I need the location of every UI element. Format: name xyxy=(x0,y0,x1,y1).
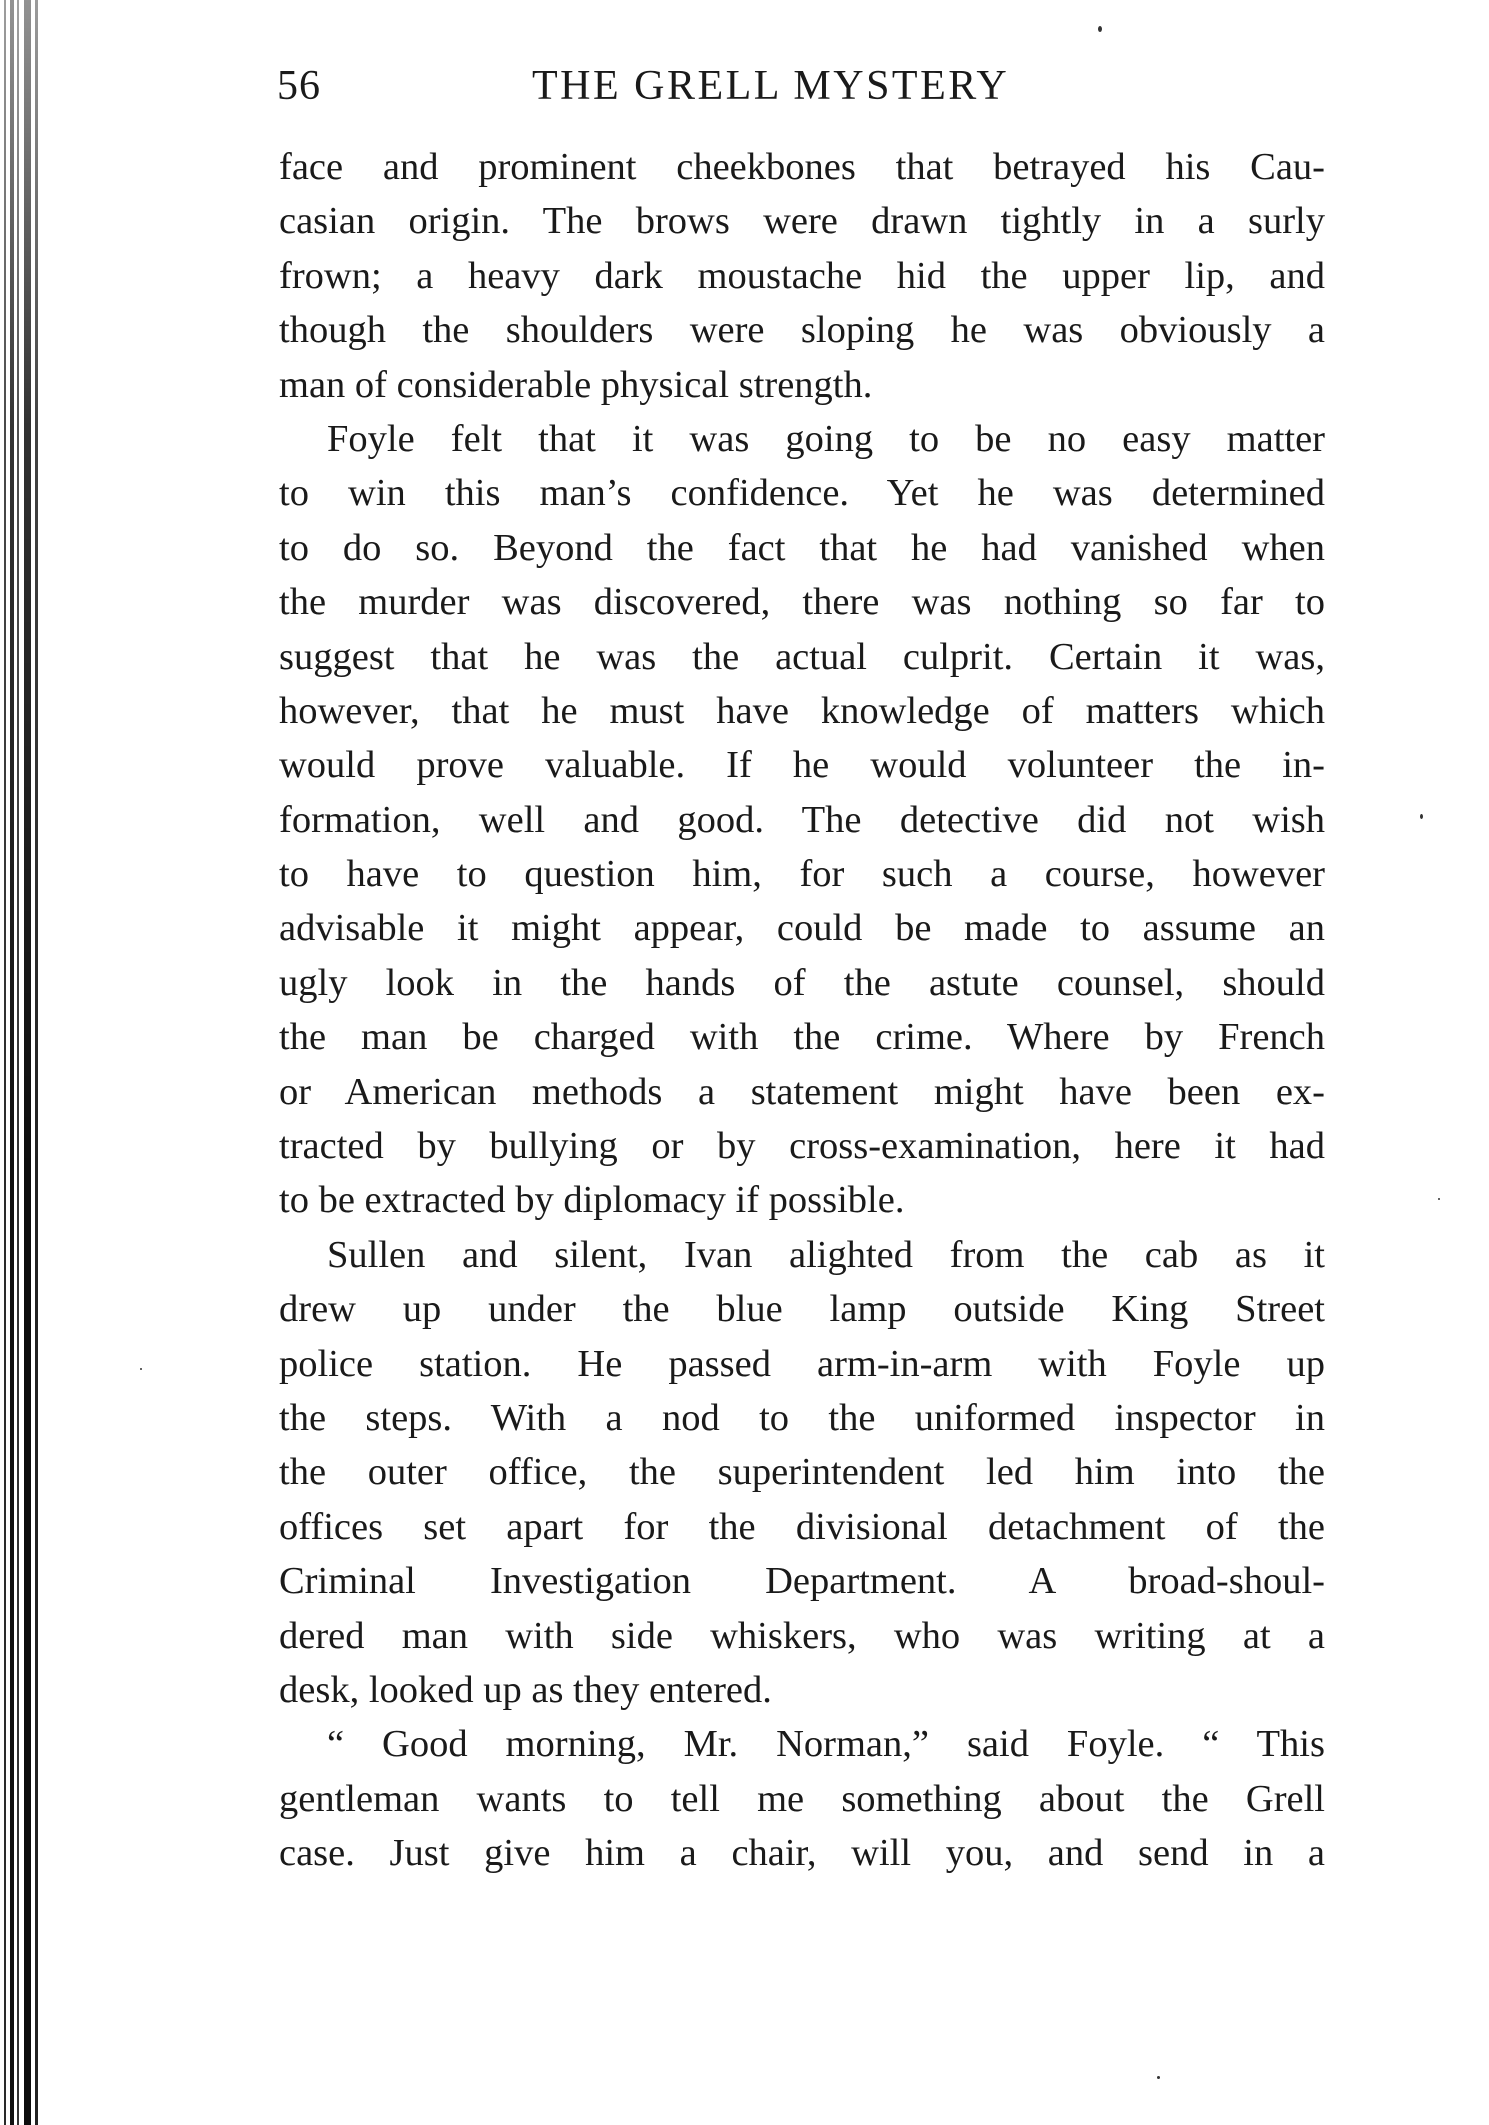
binding-gutter-fade xyxy=(0,0,48,2125)
text-line: would prove valuable. If he would volunteer the in- xyxy=(279,744,1325,787)
text-line: though the shoulders were sloping he was obviously a xyxy=(279,309,1325,352)
paragraph xyxy=(279,1228,1325,1718)
running-title: THE GRELL MYSTERY xyxy=(532,63,1010,109)
text-line: the murder was discovered, there was nothing so far to xyxy=(279,581,1325,624)
text-line: ugly look in the hands of the astute counsel, should xyxy=(279,961,1325,1004)
text-line: casian origin. The brows were drawn tightly in a surly xyxy=(279,200,1325,243)
text-line: frown; a heavy dark moustache hid the upper lip, and xyxy=(279,254,1325,297)
scan-speck xyxy=(1438,1198,1440,1200)
text-line: however, that he must have knowledge of matters which xyxy=(279,689,1325,732)
text-line: Criminal Investigation Department. A broad-shoul- xyxy=(279,1560,1325,1603)
text-line: to have to question him, for such a course, however xyxy=(279,853,1325,896)
text-line: desk, looked up as they entered. xyxy=(279,1668,772,1711)
text-line: suggest that he was the actual culprit. Certain it was, xyxy=(279,635,1325,678)
text-line: Sullen and silent, Ivan alighted from the cab as it xyxy=(327,1233,1325,1276)
text-line: case. Just give him a chair, will you, and send in a xyxy=(279,1832,1325,1875)
text-line: tracted by bullying or by cross-examination, here it had xyxy=(279,1125,1325,1168)
text-line: to win this man’s confidence. Yet he was determined xyxy=(279,472,1325,515)
paragraph xyxy=(279,140,1325,412)
scan-speck xyxy=(140,1368,142,1370)
text-line: drew up under the blue lamp outside King Street xyxy=(279,1288,1325,1331)
text-line: man of considerable physical strength. xyxy=(279,363,873,406)
text-line: dered man with side whiskers, who was writing at a xyxy=(279,1614,1325,1657)
text-line: advisable it might appear, could be made to assume an xyxy=(279,907,1325,950)
paragraph xyxy=(279,412,1325,1228)
text-line: or American methods a statement might have been ex- xyxy=(279,1070,1325,1113)
text-line: gentleman wants to tell me something about the Grell xyxy=(279,1777,1325,1820)
paragraph xyxy=(279,1717,1325,1880)
text-line: the man be charged with the crime. Where by French xyxy=(279,1016,1325,1059)
text-line: to be extracted by diplomacy if possible. xyxy=(279,1179,905,1222)
page-header xyxy=(277,62,1323,122)
text-line: face and prominent cheekbones that betrayed his Cau- xyxy=(279,146,1325,188)
text-line: Foyle felt that it was going to be no easy matter xyxy=(327,417,1325,460)
text-line: police station. He passed arm-in-arm with Foyle up xyxy=(279,1342,1325,1385)
scan-speck xyxy=(1420,814,1423,819)
text-line: “ Good morning, Mr. Norman,” said Foyle. “ This xyxy=(327,1723,1325,1766)
text-line: the steps. With a nod to the uniformed inspector in xyxy=(279,1396,1325,1439)
body-text xyxy=(279,140,1325,1881)
text-line: the outer office, the superintendent led him into the xyxy=(279,1451,1325,1494)
page-number: 56 xyxy=(277,63,321,109)
scan-speck xyxy=(1098,26,1102,32)
text-line: offices set apart for the divisional detachment of the xyxy=(279,1505,1325,1548)
scan-speck xyxy=(1157,2076,1160,2079)
text-line: to do so. Beyond the fact that he had vanished when xyxy=(279,526,1325,569)
text-line: formation, well and good. The detective did not wish xyxy=(279,798,1325,841)
